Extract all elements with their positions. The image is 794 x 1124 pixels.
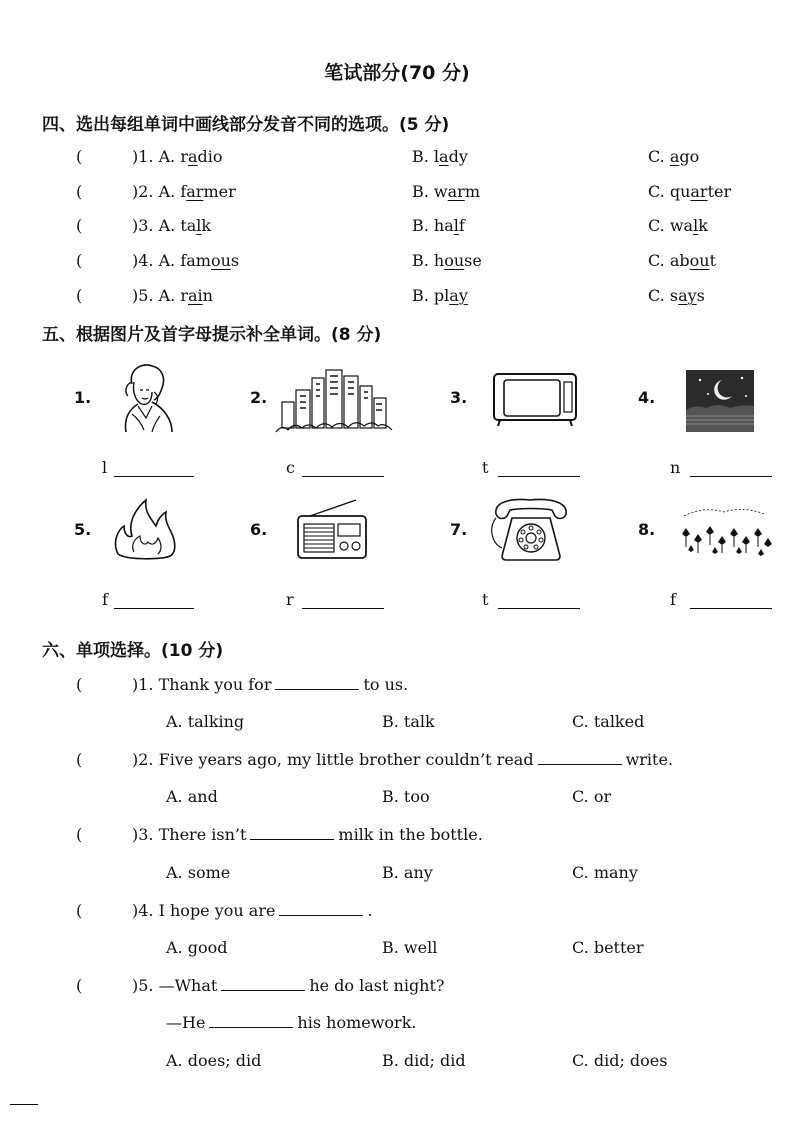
question-3: )3. There isn’t milk in the bottle. [132, 825, 483, 844]
pron-option-c: C. says [648, 286, 705, 305]
answer-blank[interactable] [690, 608, 772, 609]
section5-heading: 五、根据图片及首字母提示补全单词。(8 分) [42, 325, 382, 345]
option-a: A. talking [166, 712, 245, 731]
hint-letter: r [286, 590, 294, 609]
paren: ( [76, 675, 83, 694]
answer-blank[interactable] [302, 608, 384, 609]
option-c: C. many [572, 863, 638, 882]
hint-letter: n [670, 458, 681, 477]
option-c: C. or [572, 787, 612, 806]
paren: ( [76, 216, 83, 235]
paren: ( [76, 750, 83, 769]
question-2: )2. Five years ago, my little brother couldn’t read write. [132, 750, 674, 769]
pron-option-b: B. warm [412, 182, 480, 201]
picture-number: 3. [450, 388, 468, 407]
pron-row-2: )2. A. farmer [132, 182, 236, 201]
option-b: B. any [382, 863, 433, 882]
answer-blank[interactable] [498, 608, 580, 609]
lady-icon [118, 362, 178, 434]
pron-row-4: )4. A. famous [132, 251, 240, 270]
option-c: C. better [572, 938, 644, 957]
telephone-icon [490, 498, 572, 564]
hint-letter: t [482, 590, 489, 609]
pron-row-1: )1. A. radio [132, 147, 223, 166]
option-b: B. too [382, 787, 430, 806]
pron-row-5: )5. A. rain [132, 286, 213, 305]
paren: ( [76, 976, 83, 995]
hint-letter: l [102, 458, 108, 477]
radio-icon [296, 498, 368, 562]
hint-letter: f [670, 590, 676, 609]
picture-number: 5. [74, 520, 92, 539]
night-icon [686, 370, 754, 432]
paren: ( [76, 251, 83, 270]
answer-blank[interactable] [690, 476, 772, 477]
question-1: )1. Thank you for to us. [132, 675, 409, 694]
option-b: B. talk [382, 712, 435, 731]
answer-blank[interactable] [221, 976, 305, 991]
pron-option-b: B. half [412, 216, 465, 235]
footer-rule [10, 1104, 38, 1105]
answer-blank[interactable] [498, 476, 580, 477]
picture-number: 7. [450, 520, 468, 539]
paren: ( [76, 147, 83, 166]
picture-number: 2. [250, 388, 268, 407]
fire-icon [112, 496, 184, 560]
answer-blank[interactable] [538, 750, 622, 765]
city-icon [276, 366, 392, 434]
option-a: A. and [166, 787, 218, 806]
option-c: C. did; does [572, 1051, 668, 1070]
answer-blank[interactable] [275, 675, 359, 690]
picture-number: 6. [250, 520, 268, 539]
answer-blank[interactable] [302, 476, 384, 477]
answer-blank[interactable] [114, 608, 194, 609]
pron-option-c: C. walk [648, 216, 708, 235]
answer-blank[interactable] [279, 901, 363, 916]
pron-option-c: C. about [648, 251, 716, 270]
answer-blank[interactable] [209, 1013, 293, 1028]
hint-letter: t [482, 458, 489, 477]
picture-number: 4. [638, 388, 656, 407]
option-a: A. good [166, 938, 228, 957]
paren: ( [76, 825, 83, 844]
pron-option-c: C. ago [648, 147, 700, 166]
question-5-line2: —He his homework. [166, 1013, 417, 1032]
answer-blank[interactable] [114, 476, 194, 477]
pron-option-c: C. quarter [648, 182, 732, 201]
pron-option-b: B. lady [412, 147, 468, 166]
option-b: B. well [382, 938, 438, 957]
paren: ( [76, 182, 83, 201]
section4-heading: 四、选出每组单词中画线部分发音不同的选项。(5 分) [42, 115, 450, 135]
picture-number: 1. [74, 388, 92, 407]
paren: ( [76, 901, 83, 920]
picture-number: 8. [638, 520, 656, 539]
option-c: C. talked [572, 712, 645, 731]
tv-icon [492, 372, 578, 428]
paren: ( [76, 286, 83, 305]
pron-option-b: B. house [412, 251, 482, 270]
option-a: A. some [166, 863, 231, 882]
page-title: 笔试部分(70 分) [324, 62, 470, 84]
option-b: B. did; did [382, 1051, 466, 1070]
section6-heading: 六、单项选择。(10 分) [42, 641, 224, 661]
question-4: )4. I hope you are . [132, 901, 373, 920]
pron-row-3: )3. A. talk [132, 216, 212, 235]
option-a: A. does; did [166, 1051, 262, 1070]
hint-letter: c [286, 458, 295, 477]
flowers-icon [676, 504, 772, 556]
question-5: )5. —What he do last night? [132, 976, 445, 995]
answer-blank[interactable] [250, 825, 334, 840]
pron-option-b: B. play [412, 286, 468, 305]
hint-letter: f [102, 590, 108, 609]
